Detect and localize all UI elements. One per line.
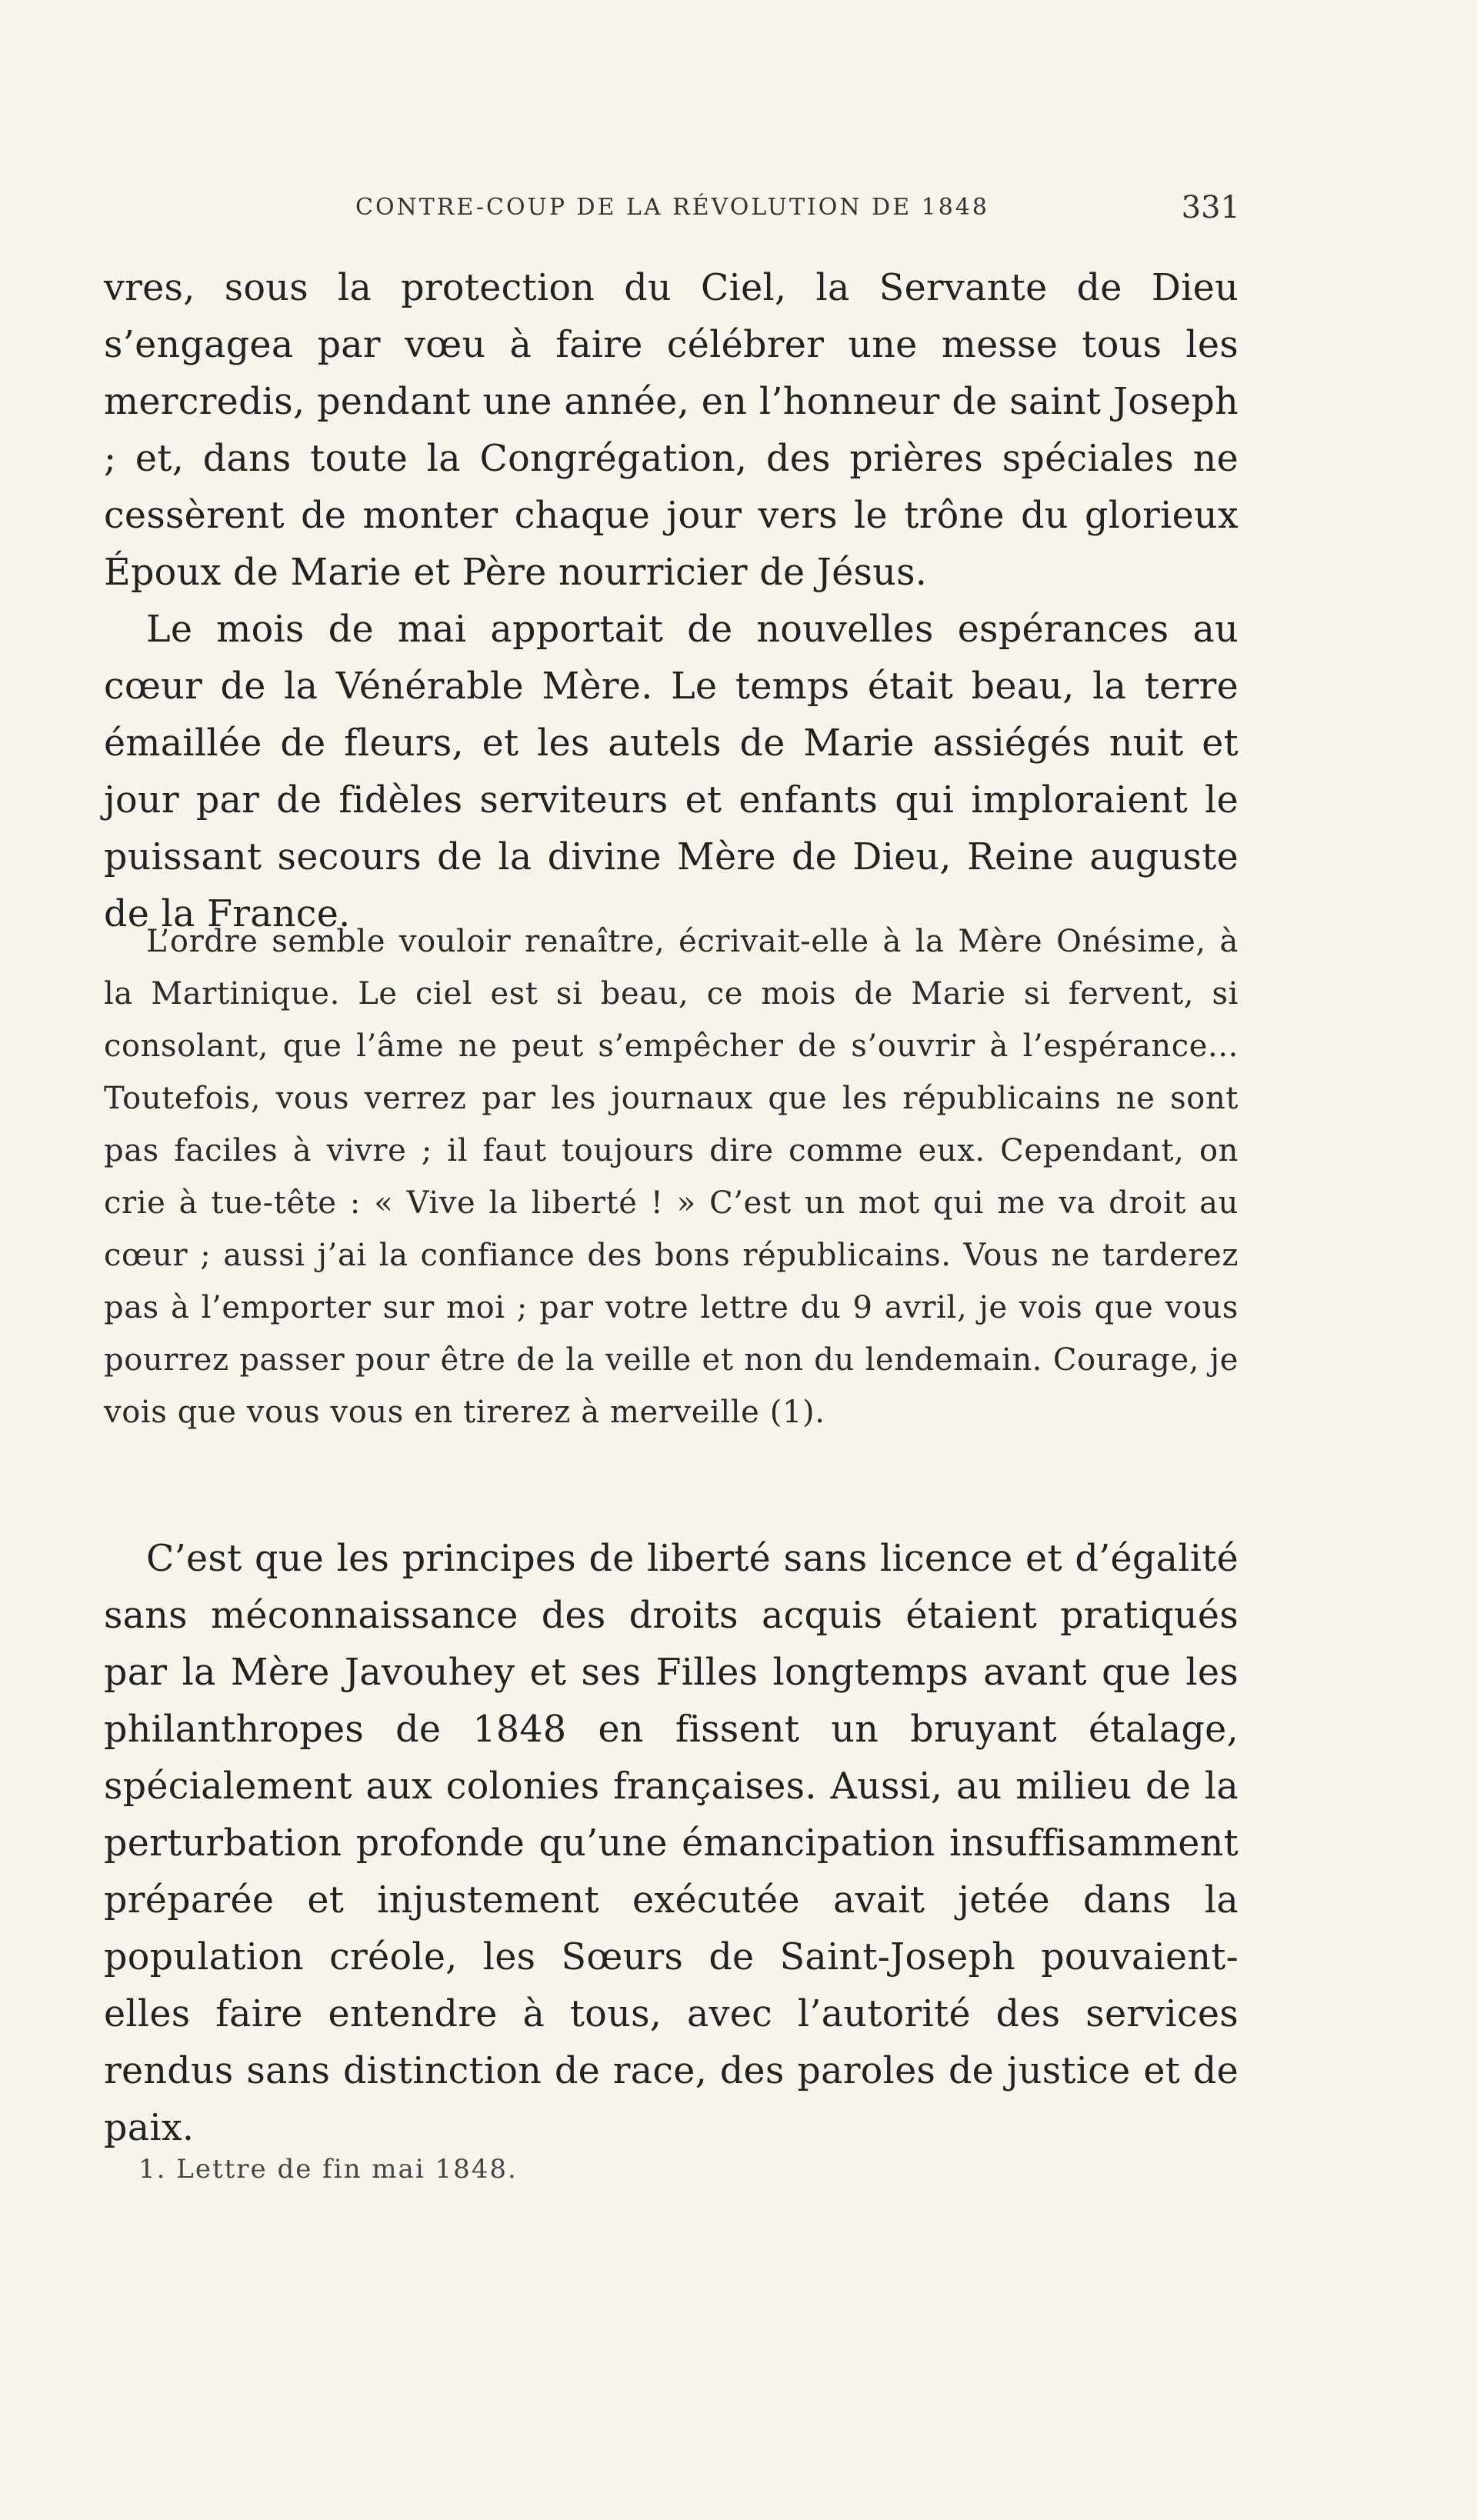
paragraph-may: Le mois de mai apportait de nouvelles espérances au cœur de la Vénérable Mère. Le temps était beau, la terre émaillée de fleurs, et les autels de Marie assiégés nuit et jour par de fidèles serviteurs et enfants qui imploraient le puissant secours de la divine Mère de Dieu, Reine auguste de la France. — [104, 608, 1239, 935]
letter-quote: L’ordre semble vouloir renaître, écrivait-elle à la Mère Onésime, à la Martinique. Le ciel est si beau, ce mois de Marie si fervent, si consolant, que l’âme ne peut s’empêcher de s’ouvrir à l’espérance... Toutefois, vous verrez par les journaux que les républicains ne sont pas faciles à vivre ; il faut toujours dire comme eux. Cependant, on crie à tue-tête : « Vive la liberté ! » C’est un mot qui me va droit au cœur ; aussi j’ai la confiance des bons républicains. Vous ne tarderez pas à l’emporter sur moi ; par votre lettre du 9 avril, je vois que vous pourrez passer pour être de la veille et non du lendemain. Courage, je vois que vous vous en tirerez à merveille (1). — [104, 924, 1239, 1430]
page-number: 331 — [1181, 190, 1240, 225]
quoted-letter — [104, 915, 1239, 1438]
paragraph-principles: C’est que les principes de liberté sans licence et d’égalité sans méconnaissance des droits acquis étaient pratiqués par la Mère Javouhey et ses Filles longtemps avant que les philanthropes de 1848 en fissent un bruyant étalage, spécialement aux colonies françaises. Aussi, au milieu de la perturbation profonde qu’une émancipation insuffisamment préparée et injustement exécutée avait jetée dans la population créole, les Sœurs de Saint-Joseph pouvaient-elles faire entendre à tous, avec l’autorité des services rendus sans distinction de race, des paroles de justice et de paix. — [104, 1538, 1239, 2149]
running-head — [355, 188, 1240, 227]
paragraph-continuation: vres, sous la protection du Ciel, la Servante de Dieu s’engagea par vœu à faire célébrer une messe tous les mercredis, pendant une année, en l’honneur de saint Joseph ; et, dans toute la Congrégation, des prières spéciales ne cessèrent de monter chaque jour vers le trône du glorieux Époux de Marie et Père nourricier de Jésus. — [104, 267, 1239, 594]
footnote: 1. Lettre de fin mai 1848. — [138, 2154, 518, 2185]
body-text-top — [104, 260, 1239, 943]
body-text-bottom — [104, 1531, 1239, 2157]
running-title: CONTRE-COUP DE LA RÉVOLUTION DE 1848 — [355, 194, 990, 221]
